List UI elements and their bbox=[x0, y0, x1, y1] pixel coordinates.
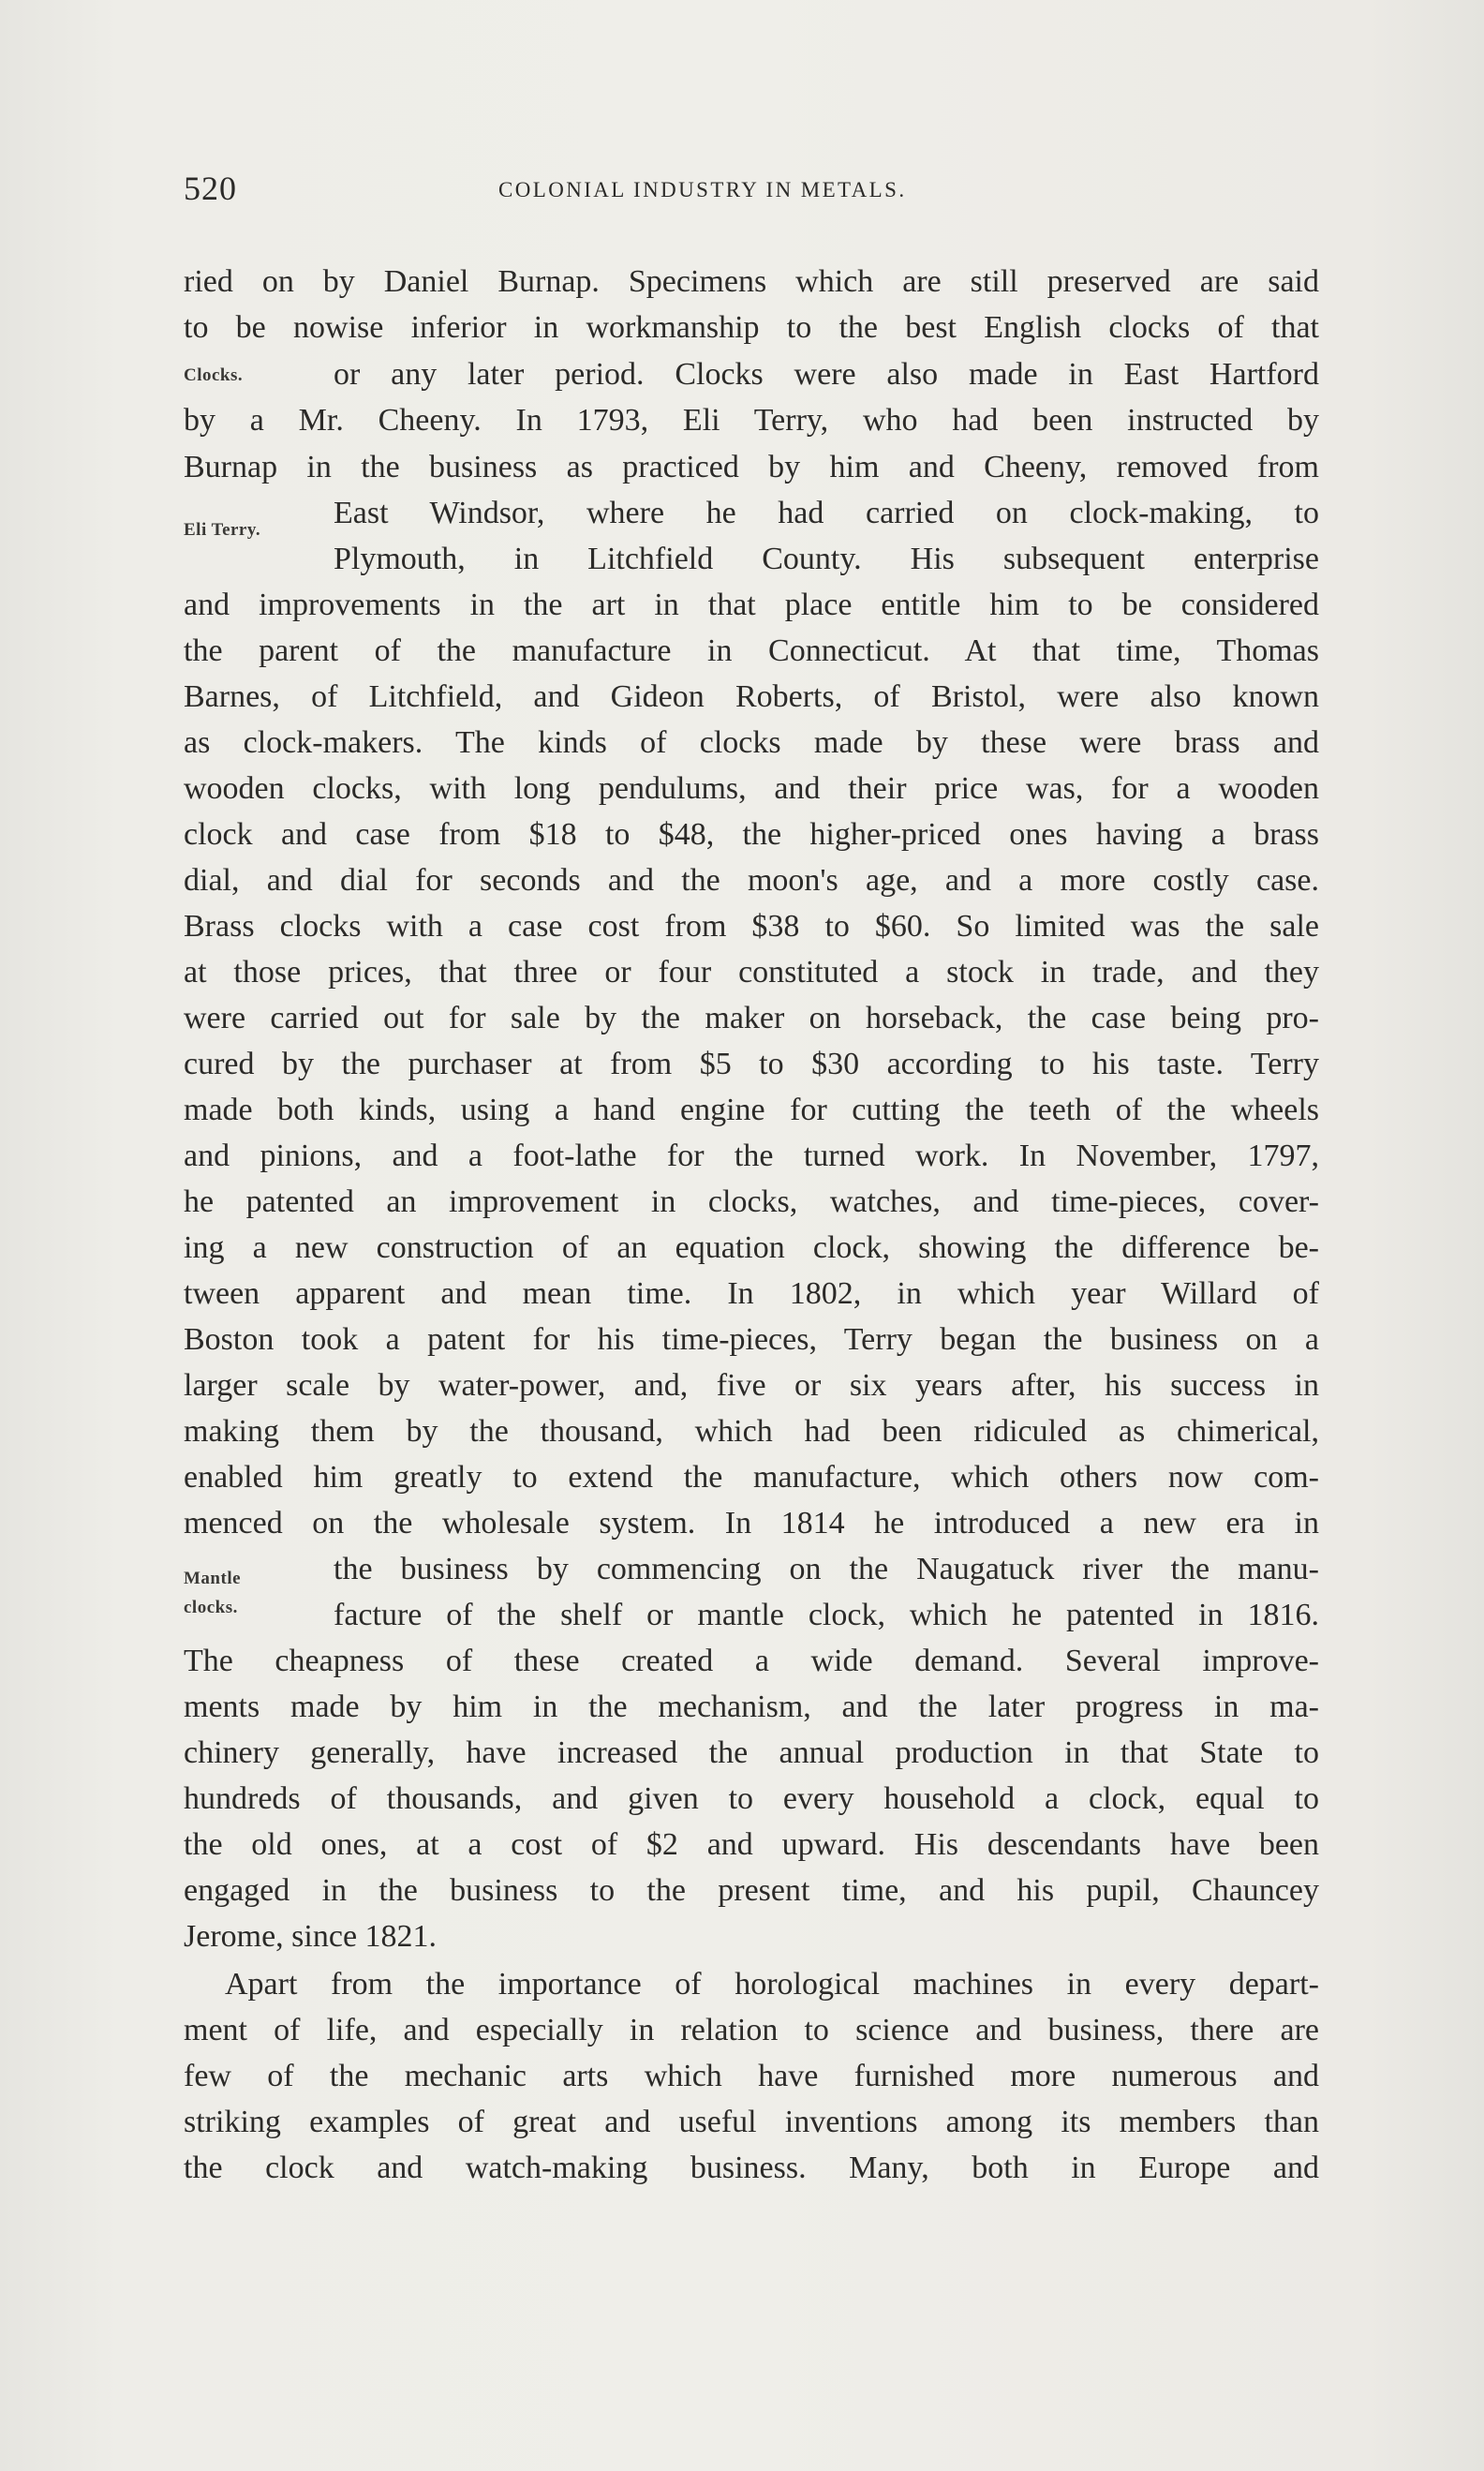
text-line: by a Mr. Cheeny. In 1793, Eli Terry, who had been instructed by bbox=[184, 403, 1319, 438]
text-line: chinery generally, have increased the annual production in that State to bbox=[184, 1735, 1319, 1770]
text-line: as clock-makers. The kinds of clocks made by these were brass and bbox=[184, 725, 1319, 760]
text-line: menced on the wholesale system. In 1814 he introduced a new era in bbox=[184, 1506, 1319, 1541]
page-header bbox=[184, 169, 1319, 212]
page-number: 520 bbox=[184, 170, 237, 207]
text-line: facture of the shelf or mantle clock, which he patented in 1816. bbox=[334, 1598, 1319, 1632]
text-line: and pinions, and a foot-lathe for the turned work. In November, 1797, bbox=[184, 1139, 1319, 1173]
text-line: he patented an improvement in clocks, watches, and time-pieces, cover- bbox=[184, 1184, 1319, 1219]
text-line: Brass clocks with a case cost from $38 to $60. So limited was the sale bbox=[184, 909, 1319, 944]
text-line: East Windsor, where he had carried on clock-making, to bbox=[334, 496, 1319, 530]
text-line: the clock and watch-making business. Many, both in Europe and bbox=[184, 2151, 1319, 2185]
text-line: striking examples of great and useful inventions among its members than bbox=[184, 2105, 1319, 2139]
text-line: Plymouth, in Litchfield County. His subsequent enterprise bbox=[334, 542, 1319, 576]
text-line: were carried out for sale by the maker on horseback, the case being pro- bbox=[184, 1001, 1319, 1035]
text-line: wooden clocks, with long pendulums, and their price was, for a wooden bbox=[184, 771, 1319, 806]
text-line: ing a new construction of an equation clock, showing the difference be- bbox=[184, 1230, 1319, 1265]
text-line: Boston took a patent for his time-pieces, Terry began the business on a bbox=[184, 1322, 1319, 1357]
text-line: Barnes, of Litchfield, and Gideon Roberts, of Bristol, were also known bbox=[184, 679, 1319, 714]
text-line: Apart from the importance of horological machines in every depart- bbox=[225, 1967, 1319, 2002]
text-line: clock and case from $18 to $48, the higher-priced ones having a brass bbox=[184, 817, 1319, 852]
text-line: Jerome, since 1821. bbox=[184, 1919, 438, 1954]
text-line: ments made by him in the mechanism, and the later progress in ma- bbox=[184, 1690, 1319, 1724]
text-line: to be nowise inferior in workmanship to the best English clocks of that bbox=[184, 310, 1319, 345]
text-line: ried on by Daniel Burnap. Specimens which are still preserved are said bbox=[184, 264, 1319, 299]
text-line: tween apparent and mean time. In 1802, in which year Willard of bbox=[184, 1276, 1319, 1311]
text-line: made both kinds, using a hand engine for cutting the teeth of the wheels bbox=[184, 1093, 1319, 1127]
text-line: larger scale by water-power, and, five or six years after, his success in bbox=[184, 1368, 1319, 1403]
text-line: few of the mechanic arts which have furnished more numerous and bbox=[184, 2059, 1319, 2093]
text-line: hundreds of thousands, and given to every household a clock, equal to bbox=[184, 1781, 1319, 1816]
text-line: enabled him greatly to extend the manufacture, which others now com- bbox=[184, 1460, 1319, 1495]
text-line: ment of life, and especially in relation to science and business, there are bbox=[184, 2013, 1319, 2047]
margin-note-mantle-clocks: clocks. bbox=[184, 1598, 238, 1617]
text-line: the parent of the manufacture in Connecticut. At that time, Thomas bbox=[184, 633, 1319, 668]
text-line: the business by commencing on the Naugatuck river the manu- bbox=[334, 1552, 1319, 1586]
text-line: engaged in the business to the present time, and his pupil, Chauncey bbox=[184, 1873, 1319, 1908]
text-line: the old ones, at a cost of $2 and upward. His descendants have been bbox=[184, 1827, 1319, 1862]
text-line: Burnap in the business as practiced by him and Cheeny, removed from bbox=[184, 450, 1319, 484]
text-line: making them by the thousand, which had been ridiculed as chimerical, bbox=[184, 1414, 1319, 1449]
running-title: COLONIAL INDUSTRY IN METALS. bbox=[498, 178, 907, 201]
margin-note-clocks: Clocks. bbox=[184, 365, 244, 385]
text-line: and improvements in the art in that place entitle him to be considered bbox=[184, 588, 1319, 622]
text-line: or any later period. Clocks were also made in East Hartford bbox=[334, 357, 1319, 392]
text-line: dial, and dial for seconds and the moon's age, and a more costly case. bbox=[184, 863, 1319, 898]
text-line: The cheapness of these created a wide demand. Several improve- bbox=[184, 1644, 1319, 1678]
text-line: cured by the purchaser at from $5 to $30 according to his taste. Terry bbox=[184, 1047, 1319, 1081]
text-line: at those prices, that three or four constituted a stock in trade, and they bbox=[184, 955, 1319, 990]
margin-note-mantle: Mantle bbox=[184, 1569, 242, 1588]
margin-note-eli-terry: Eli Terry. bbox=[184, 520, 261, 540]
